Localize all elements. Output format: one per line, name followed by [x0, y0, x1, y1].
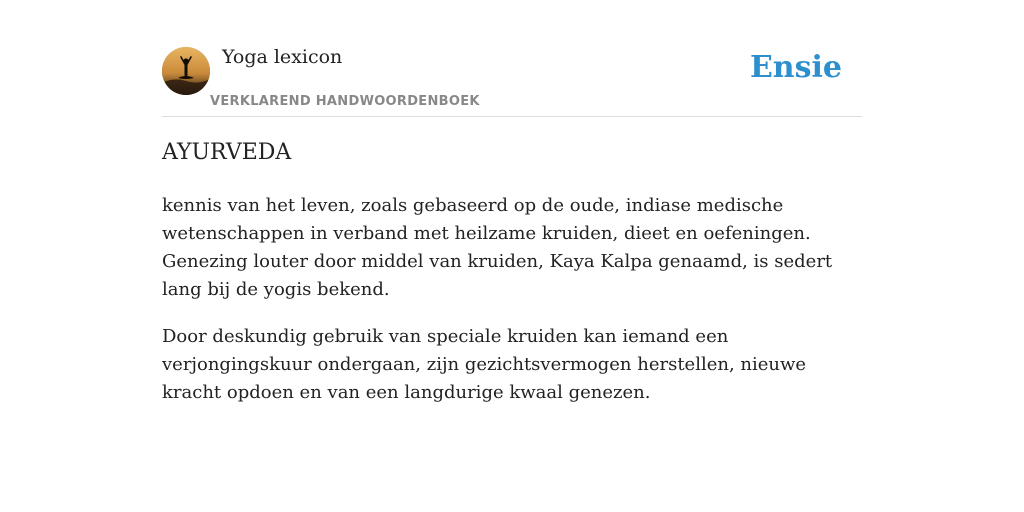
- brand-logo[interactable]: Ensie: [749, 50, 842, 85]
- definition-paragraph: Door deskundig gebruik van speciale kruiden kan iemand een verjongingskuur ondergaan, zijn gezichtsvermogen herstellen, nieuwe kracht opdoen en van een langdurige kwaal genezen.: [162, 326, 807, 403]
- definition-paragraph: kennis van het leven, zoals gebaseerd op de oude, indiase medische wetenschappen in verband met heilzame kruiden, dieet en oefeningen. Genezing louter door middel van kruiden, Kaya Kalpa genaamd, is sedert lang bij de yogis bekend.: [162, 195, 833, 300]
- site-title[interactable]: Yoga lexicon: [222, 46, 343, 68]
- avatar[interactable]: [162, 47, 210, 95]
- entry-definition: [162, 192, 862, 426]
- site-subtitle: VERKLAREND HANDWOORDENBOEK: [210, 94, 480, 109]
- header: [162, 44, 862, 117]
- entry-headword: AYURVEDA: [162, 140, 292, 165]
- meditating-figure-icon: [162, 47, 210, 95]
